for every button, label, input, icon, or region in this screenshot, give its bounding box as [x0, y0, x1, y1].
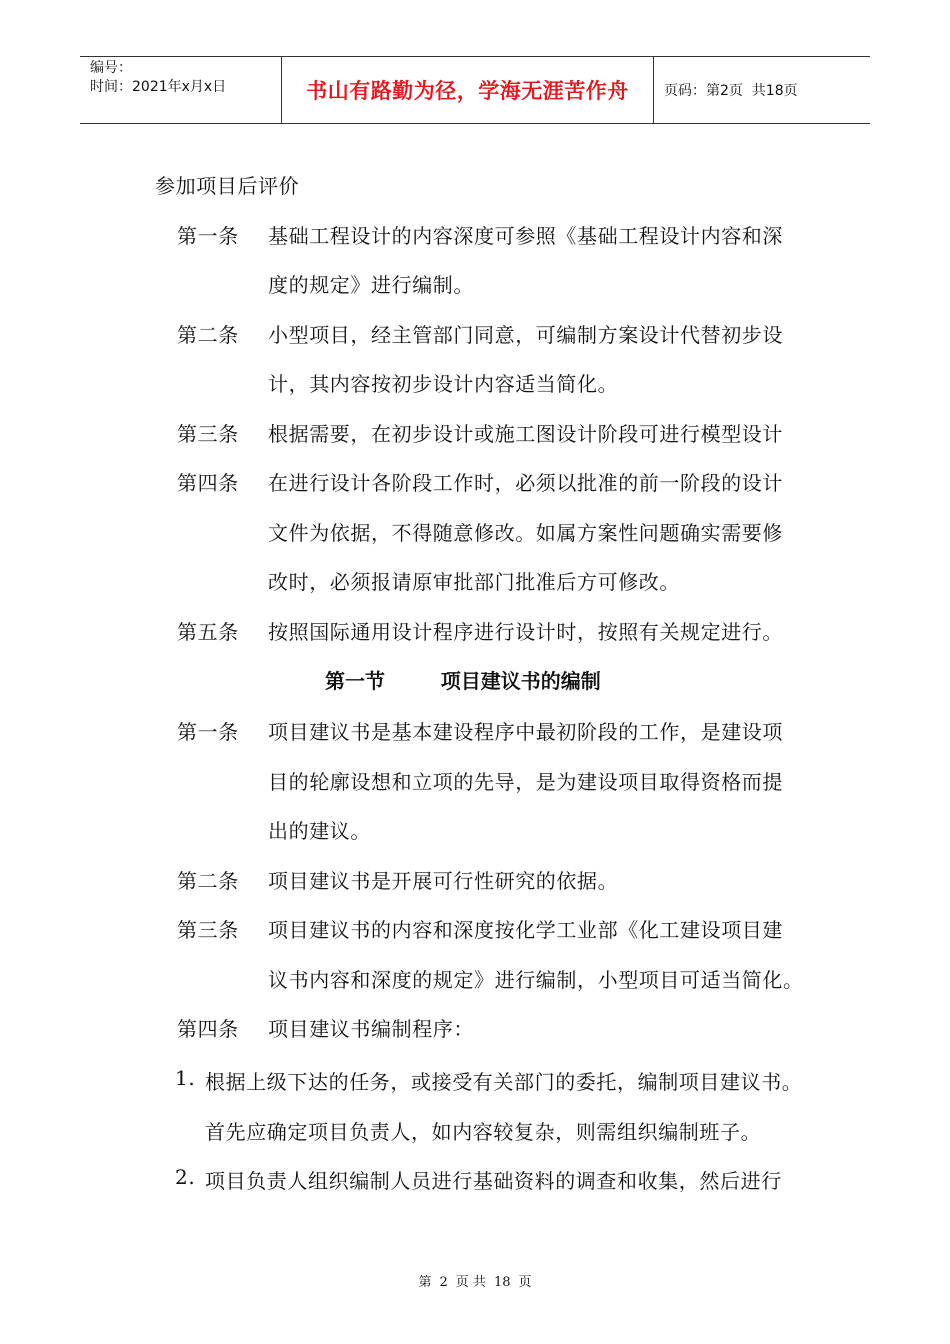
footer-suffix: 页 [518, 1275, 532, 1290]
article-text: 项目建议书是基本建设程序中最初阶段的工作，是建设项 [268, 720, 783, 744]
article-text: 在进行设计各阶段工作时，必须以批准的前一阶段的设计 [268, 471, 783, 495]
header-page-label: 页码：第2页 共18页 [664, 83, 798, 99]
doc-number-label: 编号： [90, 60, 132, 76]
page-footer [0, 1271, 950, 1290]
footer-current-page: 2 [439, 1275, 448, 1290]
list-text: 首先应确定项目负责人，如内容较复杂，则需组织编制班子。 [205, 1119, 762, 1144]
article-text: 根据需要，在初步设计或施工图设计阶段可进行模型设计 [268, 421, 783, 446]
article-text: 文件为依据，不得随意修改。如属方案性问题确实需要修 [268, 520, 783, 545]
article-text: 改时，必须报请原审批部门批准后方可修改。 [268, 570, 680, 594]
list-text: 项目负责人组织编制人员进行基础资料的调查和收集，然后进行 [205, 1169, 782, 1193]
header-motto: 书山有路勤为径，学海无涯苦作舟 [282, 57, 654, 123]
article-text: 项目建议书是开展可行性研究的依据。 [268, 868, 619, 893]
article-text: 目的轮廓设想和立项的先导，是为建设项目取得资格而提 [268, 769, 783, 794]
header-meta [80, 57, 282, 123]
doc-time-label: 时间：2021年x月x日 [90, 79, 227, 95]
article-text: 计，其内容按初步设计内容适当简化。 [268, 372, 619, 396]
header-page-info [654, 57, 870, 123]
list-number: 2. [175, 1165, 196, 1189]
list-text: 根据上级下达的任务，或接受有关部门的委托，编制项目建议书。 [205, 1070, 803, 1094]
article-text: 出的建议。 [268, 819, 371, 843]
article-number: 第三条 [177, 421, 239, 446]
intro-text: 参加项目后评价 [155, 174, 300, 198]
section-title: 第一节 项目建议书的编制 [325, 669, 601, 693]
article-number: 第四条 [177, 1017, 239, 1041]
footer-middle: 页 共 [455, 1275, 486, 1290]
article-number: 第三条 [177, 918, 239, 942]
article-text: 小型项目，经主管部门同意，可编制方案设计代替初步设 [268, 322, 783, 347]
article-text: 项目建议书的内容和深度按化学工业部《化工建设项目建 [268, 918, 783, 942]
article-text: 按照国际通用设计程序进行设计时，按照有关规定进行。 [268, 619, 783, 644]
article-text: 基础工程设计的内容深度可参照《基础工程设计内容和深 [268, 223, 783, 248]
list-number: 1. [175, 1066, 196, 1090]
article-number: 第一条 [177, 720, 239, 744]
article-number: 第五条 [177, 619, 239, 644]
article-number: 第四条 [177, 471, 239, 495]
footer-total-pages: 18 [493, 1275, 511, 1290]
article-number: 第二条 [177, 322, 239, 347]
page-header [80, 56, 870, 124]
footer-prefix: 第 [418, 1275, 432, 1290]
article-text: 议书内容和深度的规定》进行编制，小型项目可适当简化。 [268, 967, 804, 992]
article-number: 第二条 [177, 868, 239, 893]
article-text: 项目建议书编制程序： [268, 1017, 474, 1041]
article-number: 第一条 [177, 223, 239, 248]
article-text: 度的规定》进行编制。 [268, 273, 474, 297]
